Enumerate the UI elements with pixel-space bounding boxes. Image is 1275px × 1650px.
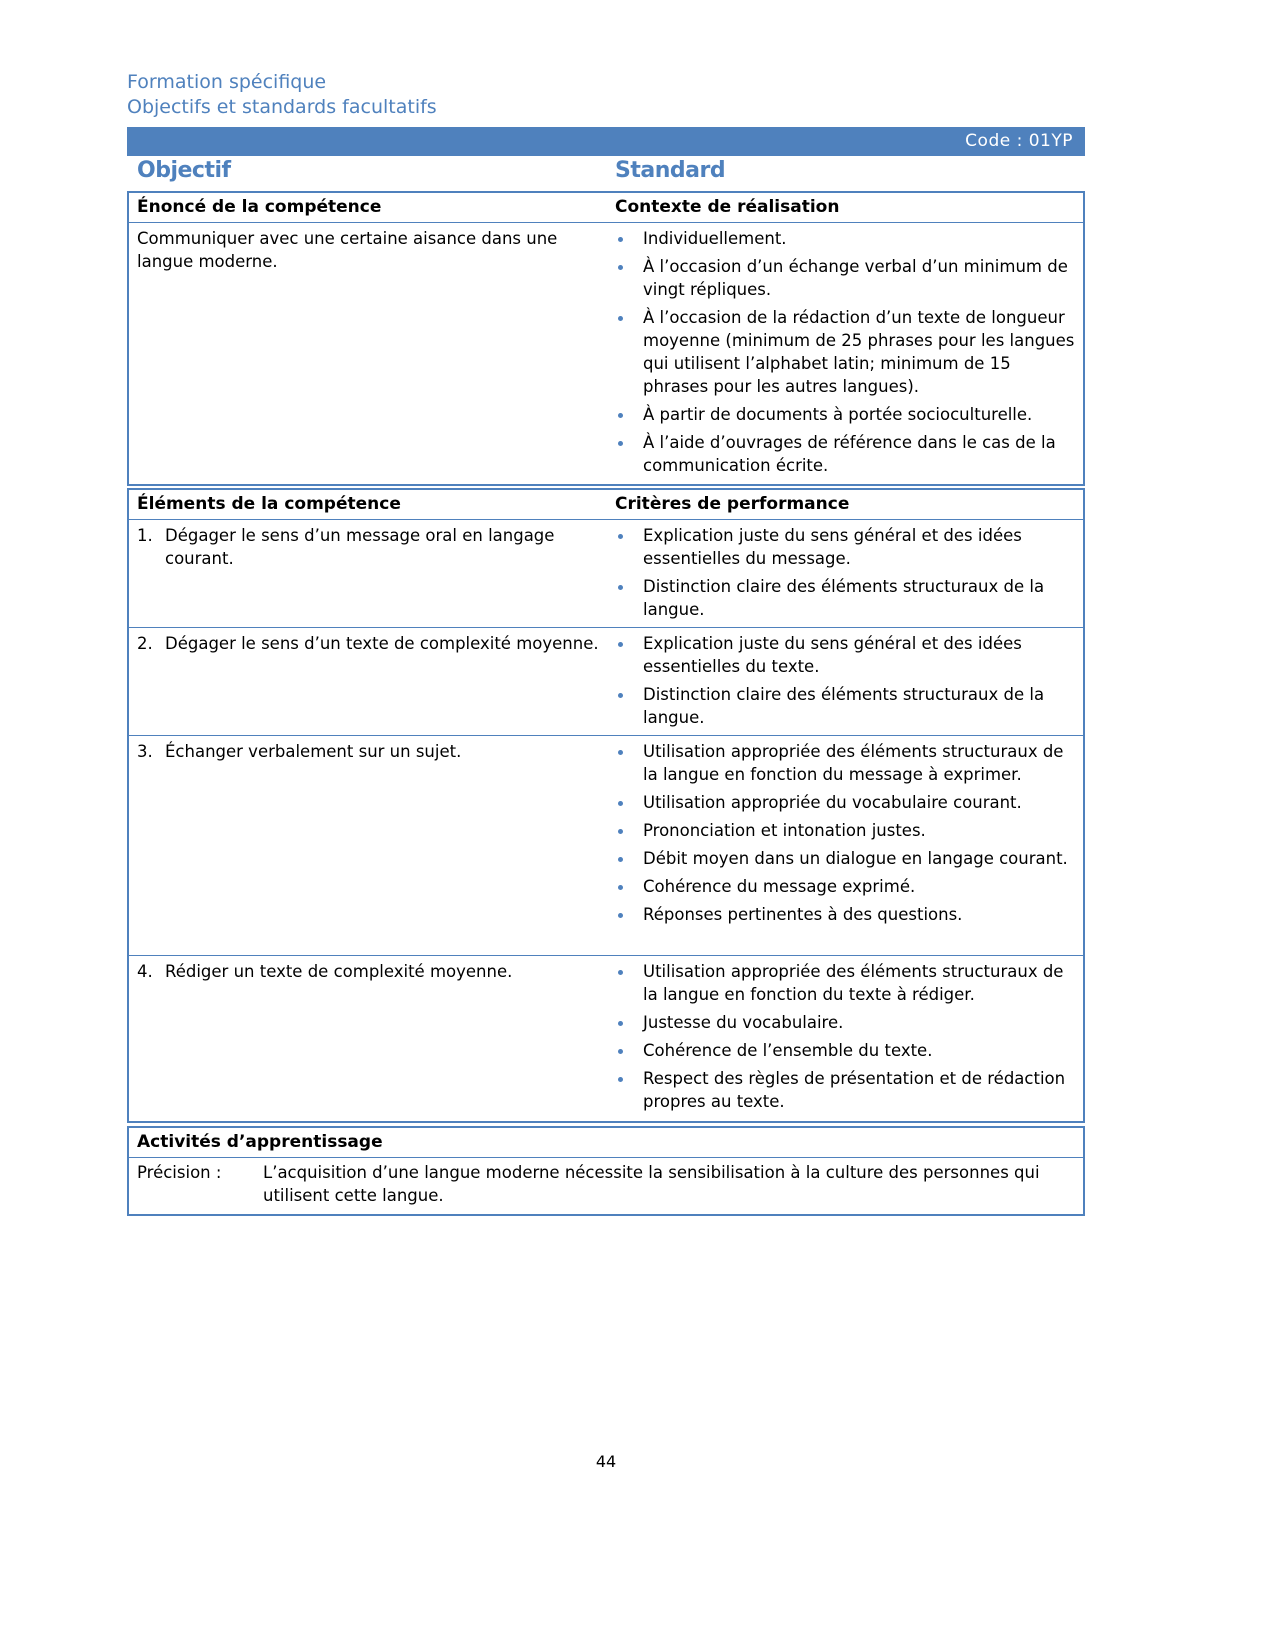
precision-text: L’acquisition d’une langue moderne nécessite la sensibilisation à la culture des personnes qui utilisent cette langue. bbox=[263, 1163, 1040, 1205]
criterion-item: Réponses pertinentes à des questions. bbox=[615, 903, 1077, 926]
elements-header: Éléments de la compétence bbox=[137, 494, 401, 514]
element-row bbox=[129, 735, 1083, 955]
criterion-item: Explication juste du sens général et des idées essentielles du message. bbox=[615, 524, 1077, 570]
criterion-item: Respect des règles de présentation et de rédaction propres au texte. bbox=[615, 1067, 1077, 1113]
precision-label: Précision : bbox=[137, 1163, 222, 1182]
criterion-item: Prononciation et intonation justes. bbox=[615, 819, 1077, 842]
criterion-item: Cohérence du message exprimé. bbox=[615, 875, 1077, 898]
criterion-item: Débit moyen dans un dialogue en langage courant. bbox=[615, 847, 1077, 870]
criterion-item: Distinction claire des éléments structuraux de la langue. bbox=[615, 575, 1077, 621]
contexte-header: Contexte de réalisation bbox=[615, 197, 840, 217]
section-enonce bbox=[127, 191, 1085, 486]
element-number: 4. bbox=[137, 962, 153, 981]
context-item: À l’aide d’ouvrages de référence dans le cas de la communication écrite. bbox=[615, 431, 1077, 477]
criterion-item: Utilisation appropriée des éléments structuraux de la langue en fonction du texte à rédiger. bbox=[615, 960, 1077, 1006]
column-title-standard: Standard bbox=[615, 158, 726, 183]
section-elements bbox=[127, 488, 1085, 1123]
criteria-list bbox=[615, 632, 1077, 729]
element-row bbox=[129, 955, 1083, 1121]
element-row bbox=[129, 627, 1083, 735]
element-text: Rédiger un texte de complexité moyenne. bbox=[165, 962, 513, 981]
criteria-list bbox=[615, 740, 1077, 926]
element-number: 1. bbox=[137, 526, 153, 545]
page-header bbox=[127, 70, 437, 120]
criterion-item: Justesse du vocabulaire. bbox=[615, 1011, 1077, 1034]
page-number: 44 bbox=[595, 1452, 617, 1471]
criterion-item: Distinction claire des éléments structuraux de la langue. bbox=[615, 683, 1077, 729]
context-item: À partir de documents à portée socioculturelle. bbox=[615, 403, 1077, 426]
criterion-item: Cohérence de l’ensemble du texte. bbox=[615, 1039, 1077, 1062]
element-text: Dégager le sens d’un message oral en langage courant. bbox=[165, 526, 555, 568]
column-title-objectif: Objectif bbox=[137, 158, 231, 183]
context-item: À l’occasion d’un échange verbal d’un minimum de vingt répliques. bbox=[615, 255, 1077, 301]
element-text: Échanger verbalement sur un sujet. bbox=[165, 742, 462, 761]
context-item: À l’occasion de la rédaction d’un texte de longueur moyenne (minimum de 25 phrases pour les langues qui utilisent l’alphabet latin; minimum de 15 phrases pour les autres langues). bbox=[615, 306, 1077, 398]
element-number: 3. bbox=[137, 742, 153, 761]
criterion-item: Utilisation appropriée du vocabulaire courant. bbox=[615, 791, 1077, 814]
context-item: Individuellement. bbox=[615, 227, 1077, 250]
criterion-item: Utilisation appropriée des éléments structuraux de la langue en fonction du message à exprimer. bbox=[615, 740, 1077, 786]
activites-header: Activités d’apprentissage bbox=[137, 1132, 383, 1152]
enonce-header: Énoncé de la compétence bbox=[137, 197, 382, 217]
element-number: 2. bbox=[137, 634, 153, 653]
criteria-list bbox=[615, 960, 1077, 1113]
context-list bbox=[615, 227, 1077, 477]
header-line-1: Formation spécifique bbox=[127, 71, 327, 93]
precision-row bbox=[129, 1158, 1083, 1210]
competence-statement: Communiquer avec une certaine aisance dans une langue moderne. bbox=[137, 229, 558, 271]
code-bar: Code : 01YP bbox=[127, 127, 1085, 156]
criteria-list bbox=[615, 524, 1077, 621]
criteres-header: Critères de performance bbox=[615, 494, 850, 514]
section-activites bbox=[127, 1126, 1085, 1216]
element-row bbox=[129, 519, 1083, 627]
element-text: Dégager le sens d’un texte de complexité moyenne. bbox=[165, 634, 599, 653]
header-line-2: Objectifs et standards facultatifs bbox=[127, 96, 437, 118]
criterion-item: Explication juste du sens général et des idées essentielles du texte. bbox=[615, 632, 1077, 678]
